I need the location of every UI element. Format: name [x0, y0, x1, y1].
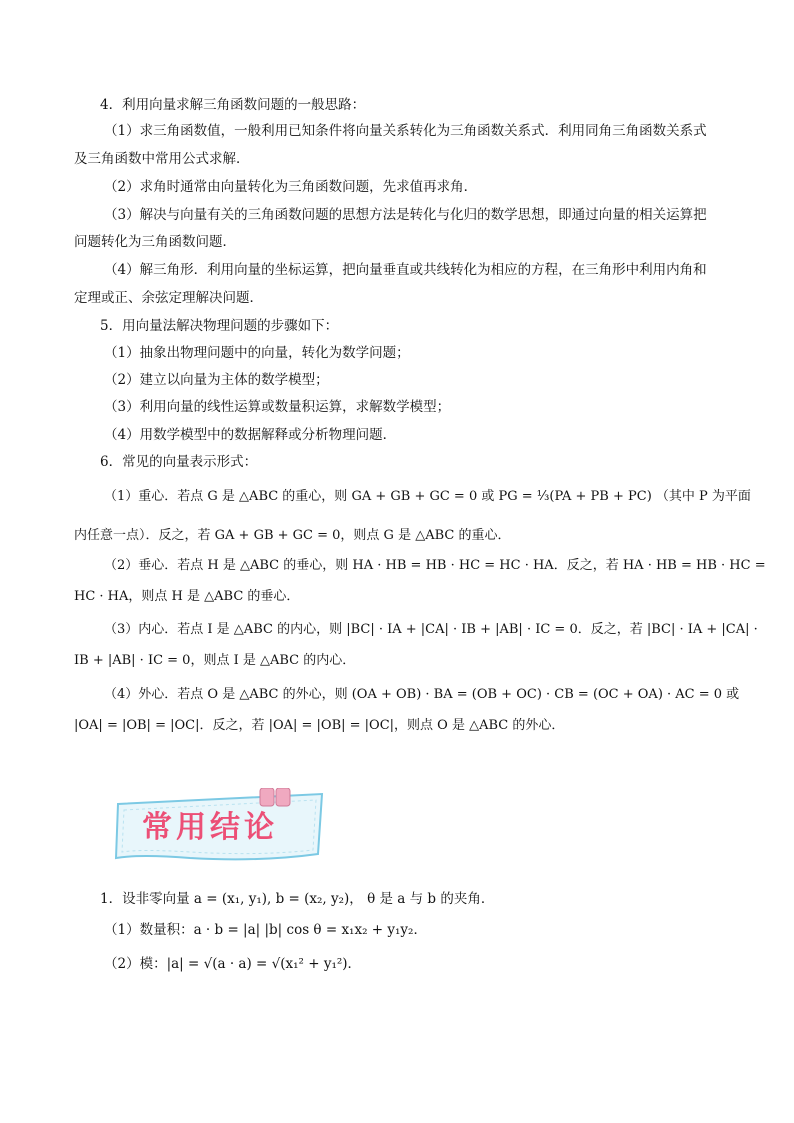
- section6-centroid-line1: （1）重心．若点 G 是 △ABC 的重心，则 GA + GB + GC = 0 或 PG = ⅓(PA + PB + PC) （其中 P 为平面: [104, 489, 751, 504]
- conclusion-dot-product: （1）数量积：a · b = |a| |b| cos θ = x₁x₂ + y₁y₂．: [104, 922, 427, 938]
- section6-orthocenter-line1: （2）垂心．若点 H 是 △ABC 的垂心，则 HA · HB = HB · HC = HC · HA．反之，若 HA · HB = HB · HC =: [104, 558, 766, 573]
- section4-p1a: （1）求三角函数值，一般利用已知条件将向量关系转化为三角函数关系式．利用同角三角函数关系式: [104, 123, 707, 139]
- section4-p4a: （4）解三角形．利用向量的坐标运算，把向量垂直或共线转化为相应的方程，在三角形中利用内角和: [104, 262, 707, 278]
- section6-orthocenter-line2: HC · HA，则点 H 是 △ABC 的垂心．: [74, 589, 300, 604]
- banner-title: 常用结论: [142, 810, 278, 845]
- section5-step2: （2）建立以向量为主体的数学模型；: [104, 372, 329, 388]
- section6-centroid-line2: 内任意一点）．反之，若 GA + GB + GC = 0，则点 G 是 △ABC 的重心．: [74, 528, 511, 543]
- section6-heading: 6．常见的向量表示形式：: [100, 454, 258, 470]
- section4-p2: （2）求角时通常由向量转化为三角函数问题，先求值再求角．: [104, 179, 478, 195]
- conclusion-magnitude: （2）模：|a| = √(a · a) = √(x₁² + y₁²)．: [104, 956, 362, 972]
- section4-p3b: 问题转化为三角函数问题．: [74, 234, 236, 250]
- section6-incenter-line2: IB + |AB| · IC = 0，则点 I 是 △ABC 的内心．: [74, 653, 356, 668]
- conclusions-banner: [110, 788, 330, 866]
- section4-p3a: （3）解决与向量有关的三角函数问题的思想方法是转化与化归的数学思想，即通过向量的相关运算把: [104, 207, 707, 223]
- section6-circumcenter-line2: |OA| = |OB| = |OC|．反之，若 |OA| = |OB| = |OC|，则点 O 是 △ABC 的外心．: [74, 718, 565, 733]
- section4-heading: 4．利用向量求解三角函数问题的一般思路：: [100, 97, 366, 113]
- section5-step3: （3）利用向量的线性运算或数量积运算，求解数学模型；: [104, 399, 451, 415]
- section4-p4b: 定理或正、余弦定理解决问题．: [74, 290, 263, 306]
- section5-step1: （1）抽象出物理问题中的向量，转化为数学问题；: [104, 345, 410, 361]
- section6-incenter-line1: （3）内心．若点 I 是 △ABC 的内心，则 |BC| · IA + |CA| · IB + |AB| · IC = 0．反之，若 |BC| · IA + |CA| ·: [104, 622, 758, 637]
- section5-heading: 5．用向量法解决物理问题的步骤如下：: [100, 318, 339, 334]
- section5-step4: （4）用数学模型中的数据解释或分析物理问题．: [104, 427, 397, 443]
- section6-circumcenter-line1: （4）外心．若点 O 是 △ABC 的外心，则 (OA + OB) · BA = (OB + OC) · CB = (OC + OA) · AC = 0 或: [104, 687, 740, 702]
- conclusion-line1: 1．设非零向量 a = (x₁, y₁), b = (x₂, y₂)， θ 是 a 与 b 的夹角．: [100, 891, 495, 907]
- section4-p1b: 及三角函数中常用公式求解．: [74, 151, 250, 167]
